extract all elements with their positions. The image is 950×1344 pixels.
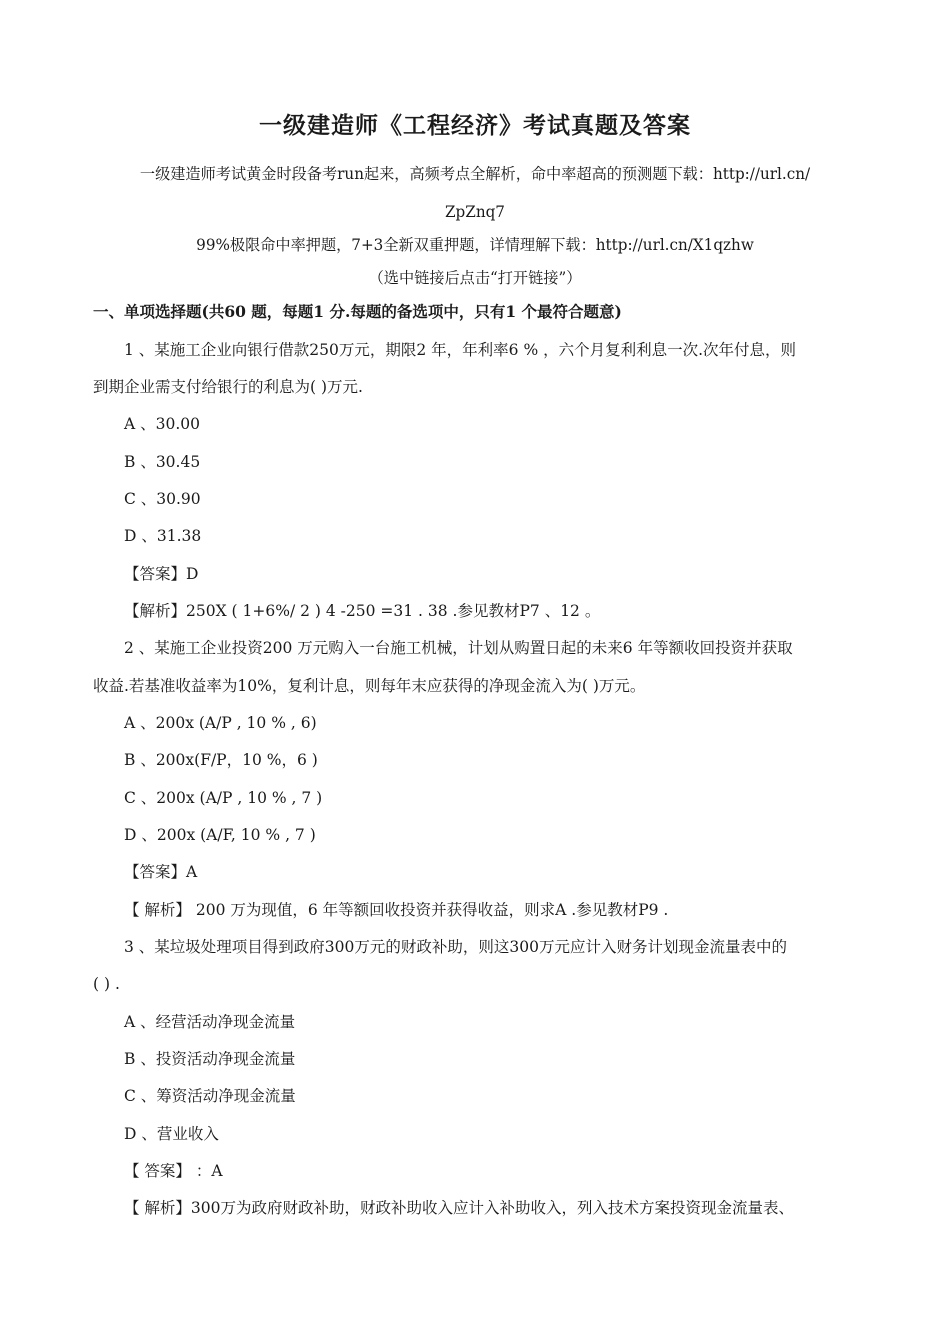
q2-option-b: B 、200x(F/P，10 %，6 ) <box>124 751 318 769</box>
q3-option-b: B 、投资活动净现金流量 <box>124 1050 296 1068</box>
q1-stem-line-1: 1 、某施工企业向银行借款250万元，期限2 年，年利率6 % ，六个月复利利息一次.次年付息，则 <box>124 341 797 359</box>
q3-option-c: C 、筹资活动净现金流量 <box>124 1087 296 1105</box>
q1-answer: 【答案】D <box>124 565 199 583</box>
q1-analysis: 【解析】250X ( 1+6%/ 2 ) 4 -250 =31 . 38 .参见教材P7 、12 。 <box>124 602 601 620</box>
q2-analysis: 【 解析】 200 万为现值，6 年等额回收投资并获得收益，则求A .参见教材P9 . <box>124 901 669 919</box>
q1-option-a: A 、30.00 <box>124 415 200 433</box>
document-title: 一级建造师《工程经济》考试真题及答案 <box>259 112 691 139</box>
q3-analysis: 【 解析】300万为政府财政补助，财政补助收入应计入补助收入，列入技术方案投资现金流量表、 <box>124 1199 795 1217</box>
q3-stem-line-2: ( ) . <box>93 975 120 993</box>
q3-option-a: A 、经营活动净现金流量 <box>124 1013 296 1031</box>
promo-line-2: ZpZnq7 <box>445 203 505 221</box>
promo-hint: （选中链接后点击“打开链接”） <box>368 269 582 287</box>
q2-option-c: C 、200x (A/P , 10 % , 7 ) <box>124 789 323 807</box>
q1-option-b: B 、30.45 <box>124 453 201 471</box>
q1-option-d: D 、31.38 <box>124 527 202 545</box>
q2-option-d: D 、200x (A/F, 10 % , 7 ) <box>124 826 316 844</box>
q2-stem-line-1: 2 、某施工企业投资200 万元购入一台施工机械，计划从购置日起的未来6 年等额收回投资并获取 <box>124 639 793 657</box>
q2-stem-line-2: 收益.若基准收益率为10%，复利计息，则每年末应获得的净现金流入为( )万元。 <box>93 677 646 695</box>
promo-line-3: 99%极限命中率押题，7+3全新双重押题，详情理解下载：http://url.cn/X1qzhw <box>196 236 754 254</box>
q3-stem-line-1: 3 、某垃圾处理项目得到政府300万元的财政补助，则这300万元应计入财务计划现金流量表中的 <box>124 938 787 956</box>
q1-stem-line-2: 到期企业需支付给银行的利息为( )万元. <box>93 378 363 396</box>
q3-option-d: D 、营业收入 <box>124 1125 219 1143</box>
section-heading: 一、单项选择题(共60 题，每题1 分.每题的备选项中，只有1 个最符合题意) <box>93 302 622 321</box>
q3-answer: 【 答案】 ：A <box>124 1162 223 1180</box>
q1-option-c: C 、30.90 <box>124 490 201 508</box>
promo-line-1: 一级建造师考试黄金时段备考run起来，高频考点全解析，命中率超高的预测题下载：http://url.cn/ <box>139 165 811 183</box>
q2-answer: 【答案】A <box>124 863 198 881</box>
q2-option-a: A 、200x (A/P , 10 % , 6) <box>124 714 317 732</box>
